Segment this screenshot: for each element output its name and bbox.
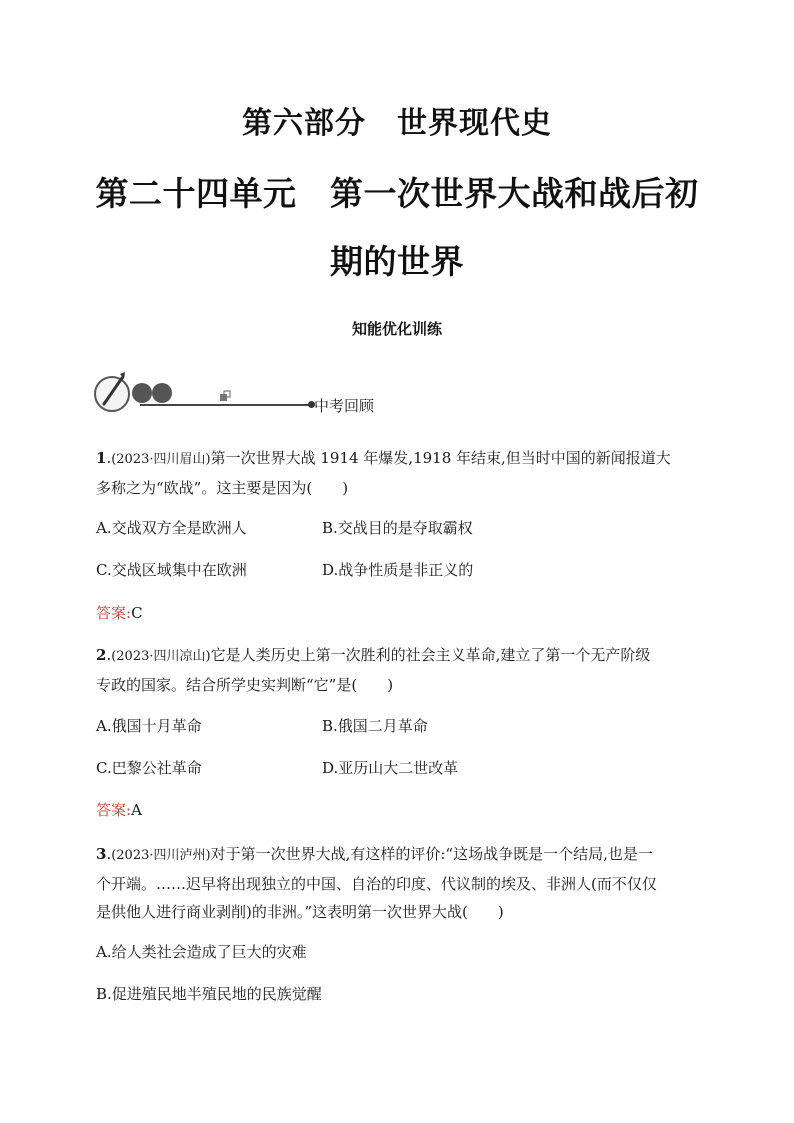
question-text: 专政的国家。结合所学史实判断“它”是( ) (96, 676, 394, 694)
option-a: A.交战双方全是欧洲人 (96, 519, 247, 537)
part-title: 第六部分 世界现代史 (242, 106, 552, 141)
unit-title-line-2: 期的世界 (330, 242, 464, 281)
section-label: 中考回顾 (314, 397, 375, 415)
option-b: B.俄国二月革命 (322, 717, 428, 735)
option-c: C.交战区域集中在欧洲 (96, 561, 247, 579)
answer: 答案:C (96, 604, 143, 622)
question-text: 多称之为“欧战”。这主要是因为( ) (96, 479, 349, 497)
option-a: A.俄国十月革命 (96, 717, 202, 735)
question-text: 2.(2023·四川凉山)它是人类历史上第一次胜利的社会主义革命,建立了第一个无产阶级 (96, 646, 651, 664)
question-text: 是供他人进行商业剥削)的非洲。”这表明第一次世界大战( ) (96, 903, 504, 921)
section-divider (140, 404, 310, 406)
question-text: 个开端。……迟早将出现独立的中国、自治的印度、代议制的埃及、非洲人(而不仅仅 (96, 875, 657, 893)
question-3 (96, 840, 706, 926)
option-b: B.促进殖民地半殖民地的民族觉醒 (96, 985, 322, 1003)
option-c: C.巴黎公社革命 (96, 759, 202, 777)
question-2 (96, 641, 706, 699)
subtitle: 知能优化训练 (351, 320, 442, 338)
answer: 答案:A (96, 801, 142, 819)
question-text: 3.(2023·四川泸州)对于第一次世界大战,有这样的评价:“这场战争既是一个结局,也是一 (96, 845, 653, 863)
option-a: A.给人类社会造成了巨大的灾难 (96, 943, 307, 961)
option-d: D.战争性质是非正义的 (322, 561, 474, 579)
section-emblem-icon (94, 370, 234, 416)
option-b: B.交战目的是夺取霸权 (322, 519, 473, 537)
unit-title-line-1: 第二十四单元 第一次世界大战和战后初 (95, 174, 699, 213)
question-text: 1.(2023·四川眉山)第一次世界大战 1914 年爆发,1918 年结束,但当时中国的新闻报道大 (96, 449, 671, 467)
question-1 (96, 444, 706, 502)
option-d: D.亚历山大二世改革 (322, 759, 459, 777)
